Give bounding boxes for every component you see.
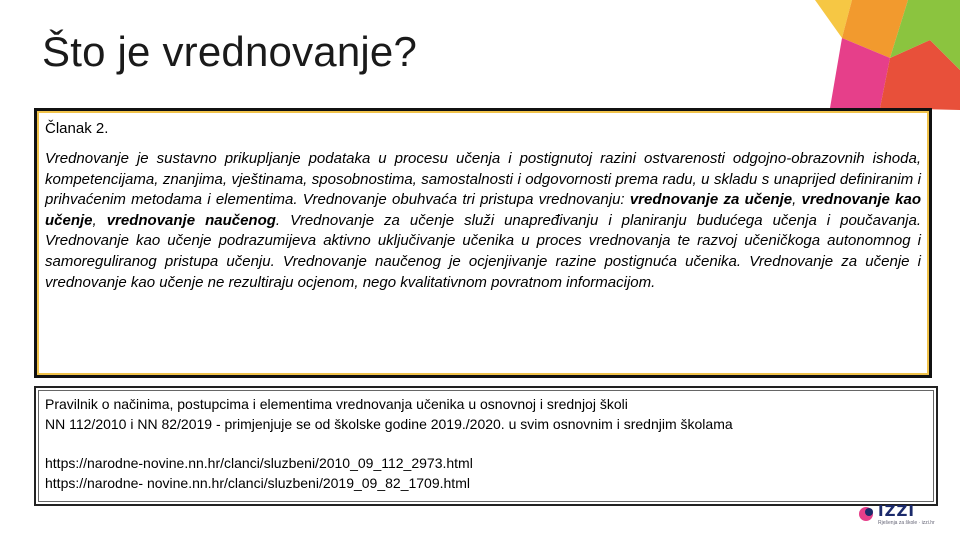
article-text-1: Vrednovanje je sustavno prikupljanje podataka u procesu učenja i postignutoj razini ostvarenosti odgojno-obrazovnih ishoda, kompetencijama, znanjima, vještinama, sposobnostima, samostalnosti i odgovornosti prema radu, u skladu s unaprijed definiranim i prihvaćenim metodama i elementima. Vrednovanje obuhvaća tri pristupa vrednovanju: [45,150,921,209]
article-sep-2: , [92,211,107,229]
article-bold-2: vrednovanje kao učenje [45,191,922,229]
article-bold-3: vrednovanje naučenog [106,211,276,229]
article-label: Članak 2. [45,120,109,137]
logo-tagline: Rješenja za škole · izzi.hr [878,520,935,526]
reference-links [45,453,927,493]
regulation-gazette: NN 112/2010 i NN 82/2019 - primjenjuje se od školske godine 2019./2020. u svim osnovnim i srednjim školama [45,416,733,432]
page-title: Što je vrednovanje? [42,28,418,75]
logo-text: IZZI [878,502,915,520]
reference-link-2010[interactable]: https://narodne-novine.nn.hr/clanci/sluzbeni/2010_09_112_2973.html [45,455,473,471]
regulation-title: Pravilnik o načinima, postupcima i elementima vrednovanja učenika u osnovnoj i srednjoj školi [45,396,628,412]
article-sep-1: , [792,191,802,209]
article-text-2: . Vrednovanje za učenje služi unapređivanju i planiranju budućega učenja i poučavanja. Vrednovanje kao učenje podrazumijeva aktivno uključivanje učenika u proces vrednovanja te razvoj učeničkoga autonomnog i samoreguliranog pristupa učenju. Vrednovanje naučenog je ocjenjivanje razine postignuća učenika. Vrednovanje za učenje i vrednovanje kao učenje ne rezultiraju ocjenom, nego kvalitativnom povratnom informacijom. [45,211,922,291]
logo-mark-icon [856,504,876,524]
article-body [45,149,921,293]
article-bold-1: vrednovanje za učenje [629,191,793,209]
reference-link-2019[interactable]: https://narodne- novine.nn.hr/clanci/sluzbeni/2019_09_82_1709.html [45,475,470,491]
izzi-logo [856,502,956,530]
reference-box [34,386,938,506]
decorative-shapes [790,0,960,110]
article-box [34,108,932,378]
